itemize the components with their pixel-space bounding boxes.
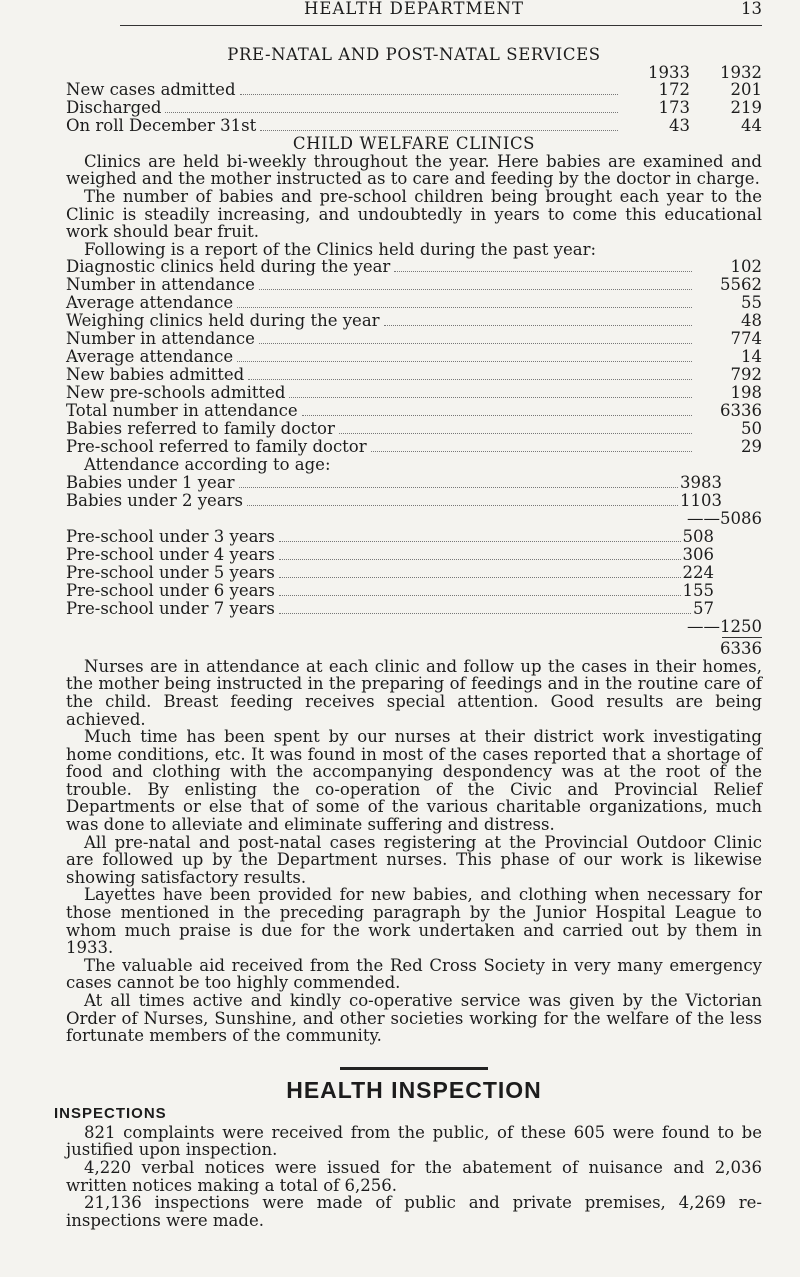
leader-dots: [279, 559, 681, 560]
table-row: [66, 528, 762, 546]
leader-dots: [279, 613, 691, 614]
row-label: Babies referred to family doctor: [66, 419, 335, 439]
leader-dots: [259, 343, 692, 344]
table-row: [66, 582, 762, 600]
row-label: Number in attendance: [66, 275, 255, 295]
preschool-list: [66, 528, 762, 618]
row-value: 224: [682, 562, 714, 582]
babies-list: [66, 474, 762, 510]
paragraph: 4,220 verbal notices were issued for the abatement of nuisance and 2,036 written notices making a total of 6,256.: [66, 1157, 762, 1195]
table-row: [66, 258, 762, 276]
row-value: 48: [741, 311, 762, 331]
table-row: [66, 474, 762, 492]
row-label: New pre-schools admitted: [66, 383, 286, 403]
child-welfare-body: [66, 658, 762, 1045]
row-label: Pre-school under 7 years: [66, 598, 275, 618]
leader-dots: [384, 325, 692, 326]
row-label: Diagnostic clinics held during the year: [66, 257, 391, 277]
leader-dots: [240, 94, 618, 95]
row-value: 14: [741, 347, 762, 367]
table-row: [66, 492, 762, 510]
running-header: [66, 0, 762, 46]
row-value: 3983: [680, 472, 722, 492]
leader-dots: [239, 487, 678, 488]
row-value: 55: [741, 293, 762, 313]
table-row: [66, 330, 762, 348]
paragraph: Nurses are in attendance at each clinic and follow up the cases in their homes, the mother being instructed in the preparing of feedings and in the routine care of the child. Breast feeding receives special attention. Good results are being achieved.: [66, 656, 762, 729]
table-row: [66, 312, 762, 330]
table-row: [66, 564, 762, 582]
table-row: [66, 276, 762, 294]
leader-dots: [339, 433, 692, 434]
paragraph: The number of babies and pre-school children being brought each year to the Clinic is steadily increasing, and undoubtedly in years to come this educational work should bear fruit.: [66, 186, 762, 242]
row-value: 57: [693, 598, 714, 618]
inspection-body: [66, 1124, 762, 1230]
leader-dots: [394, 271, 692, 272]
table-row: [66, 348, 762, 366]
row-label: Pre-school under 3 years: [66, 526, 275, 546]
paragraph: Following is a report of the Clinics held during the past year:: [84, 239, 597, 259]
babies-total: 5086: [720, 508, 762, 528]
value-1933: 43: [669, 116, 690, 136]
table-row: [66, 420, 762, 438]
paragraph: 821 complaints were received from the public, of these 605 were found to be justified upon inspection.: [66, 1122, 762, 1160]
row-value: 792: [730, 365, 762, 385]
paragraph: Much time has been spent by our nurses at their district work investigating home conditions, etc. It was found in most of the cases reported that a shortage of food and clothing with the accompanying despondency was at the root of the trouble. By enlisting the co-operation of the Civic and Provincial Relief Departments or else that of some of the various charitable organizations, much was done to alleviate and eliminate suffering and distress.: [66, 727, 762, 835]
row-value: 50: [741, 419, 762, 439]
row-label: Babies under 2 years: [66, 490, 244, 510]
value-1933: 172: [658, 80, 690, 100]
preschool-total: 1250: [720, 616, 762, 636]
year-1933: 1933: [648, 62, 690, 82]
age-heading: Attendance according to age:: [84, 455, 331, 475]
leader-dots: [371, 451, 692, 452]
row-label: Pre-school under 5 years: [66, 562, 275, 582]
row-label: Average attendance: [66, 293, 234, 313]
babies-subtotal: ——5086: [687, 508, 762, 528]
leader-dots: [165, 112, 618, 113]
table-row: [66, 99, 762, 117]
table-row: [66, 117, 762, 135]
paragraph: Clinics are held bi-weekly throughout the year. Here babies are examined and weighed and the mother instructed as to care and feeding by the doctor in charge.: [66, 151, 762, 189]
inspections-subtitle: INSPECTIONS: [54, 1104, 167, 1122]
document-page: [54, 0, 762, 1230]
paragraph: All pre-natal and post-natal cases registering at the Provincial Outdoor Clinic are followed up by the Department nurses. This phase of our work is likewise showing satisfactory results.: [66, 832, 762, 887]
row-value: 306: [682, 544, 714, 564]
leader-dots: [248, 379, 692, 380]
leader-dots: [237, 307, 692, 308]
value-1932: 219: [730, 98, 762, 118]
row-value: 198: [730, 383, 762, 403]
row-value: 774: [730, 329, 762, 349]
leader-dots: [259, 289, 692, 290]
year-1932: 1932: [720, 62, 762, 82]
child-welfare-title: CHILD WELFARE CLINICS: [292, 134, 536, 154]
leader-dots: [247, 505, 678, 506]
grand-total: 6336: [720, 639, 762, 659]
row-label: New cases admitted: [66, 80, 236, 100]
table-row: [66, 294, 762, 312]
row-label: Pre-school under 6 years: [66, 580, 275, 600]
prenatal-table: [66, 81, 762, 135]
paragraph: At all times active and kindly co-operative service was given by the Victorian Order of Nurses, Sunshine, and other societies working for the welfare of the less fortunate members of the community.: [66, 991, 762, 1046]
row-value: 155: [682, 580, 714, 600]
leader-dots: [260, 130, 618, 131]
row-value: 1103: [680, 490, 722, 510]
row-label: Babies under 1 year: [66, 472, 235, 492]
table-row: [66, 366, 762, 384]
value-1933: 173: [658, 98, 690, 118]
value-1932: 201: [730, 80, 762, 100]
leader-dots: [302, 415, 692, 416]
row-label: Discharged: [66, 98, 162, 118]
table-row: [66, 546, 762, 564]
preschool-subtotal: ——1250: [687, 616, 762, 636]
row-label: On roll December 31st: [66, 116, 257, 136]
year-header: [66, 64, 762, 82]
child-welfare-intro: [66, 153, 762, 259]
paragraph: The valuable aid received from the Red Cross Society in very many emergency cases cannot be too highly commended.: [66, 955, 762, 993]
row-value: 29: [741, 437, 762, 457]
leader-dots: [279, 577, 681, 578]
health-inspection-title: HEALTH INSPECTION: [286, 1076, 542, 1103]
row-value: 6336: [720, 401, 762, 421]
row-label: Number in attendance: [66, 329, 255, 349]
row-label: New babies admitted: [66, 365, 245, 385]
row-value: 5562: [720, 275, 762, 295]
paragraph: Layettes have been provided for new babies, and clothing when necessary for those mentioned in the preceding paragraph by the Junior Hospital League to whom much praise is due for the work undertaken and carried out by them in 1933.: [66, 885, 762, 958]
row-value: 508: [682, 526, 714, 546]
row-label: Pre-school under 4 years: [66, 544, 275, 564]
section-divider: [340, 1067, 488, 1070]
leader-dots: [279, 541, 681, 542]
table-row: [66, 402, 762, 420]
header-rule: [120, 25, 762, 26]
row-value: 102: [730, 257, 762, 277]
running-title: HEALTH DEPARTMENT: [304, 0, 524, 18]
paragraph: 21,136 inspections were made of public and private premises, 4,269 re-inspections were made.: [66, 1193, 762, 1230]
value-1932: 44: [741, 116, 762, 136]
row-label: Total number in attendance: [66, 401, 298, 421]
row-label: Average attendance: [66, 347, 234, 367]
page-number: 13: [741, 0, 762, 18]
table-row: [66, 438, 762, 456]
row-label: Pre-school referred to family doctor: [66, 437, 367, 457]
table-row: [66, 600, 762, 618]
prenatal-title: PRE-NATAL AND POST-NATAL SERVICES: [227, 45, 601, 64]
clinic-stats-list: [66, 258, 762, 456]
row-label: Weighing clinics held during the year: [66, 311, 380, 331]
table-row: [66, 384, 762, 402]
leader-dots: [289, 397, 692, 398]
table-row: [66, 81, 762, 99]
leader-dots: [279, 595, 681, 596]
leader-dots: [237, 361, 692, 362]
